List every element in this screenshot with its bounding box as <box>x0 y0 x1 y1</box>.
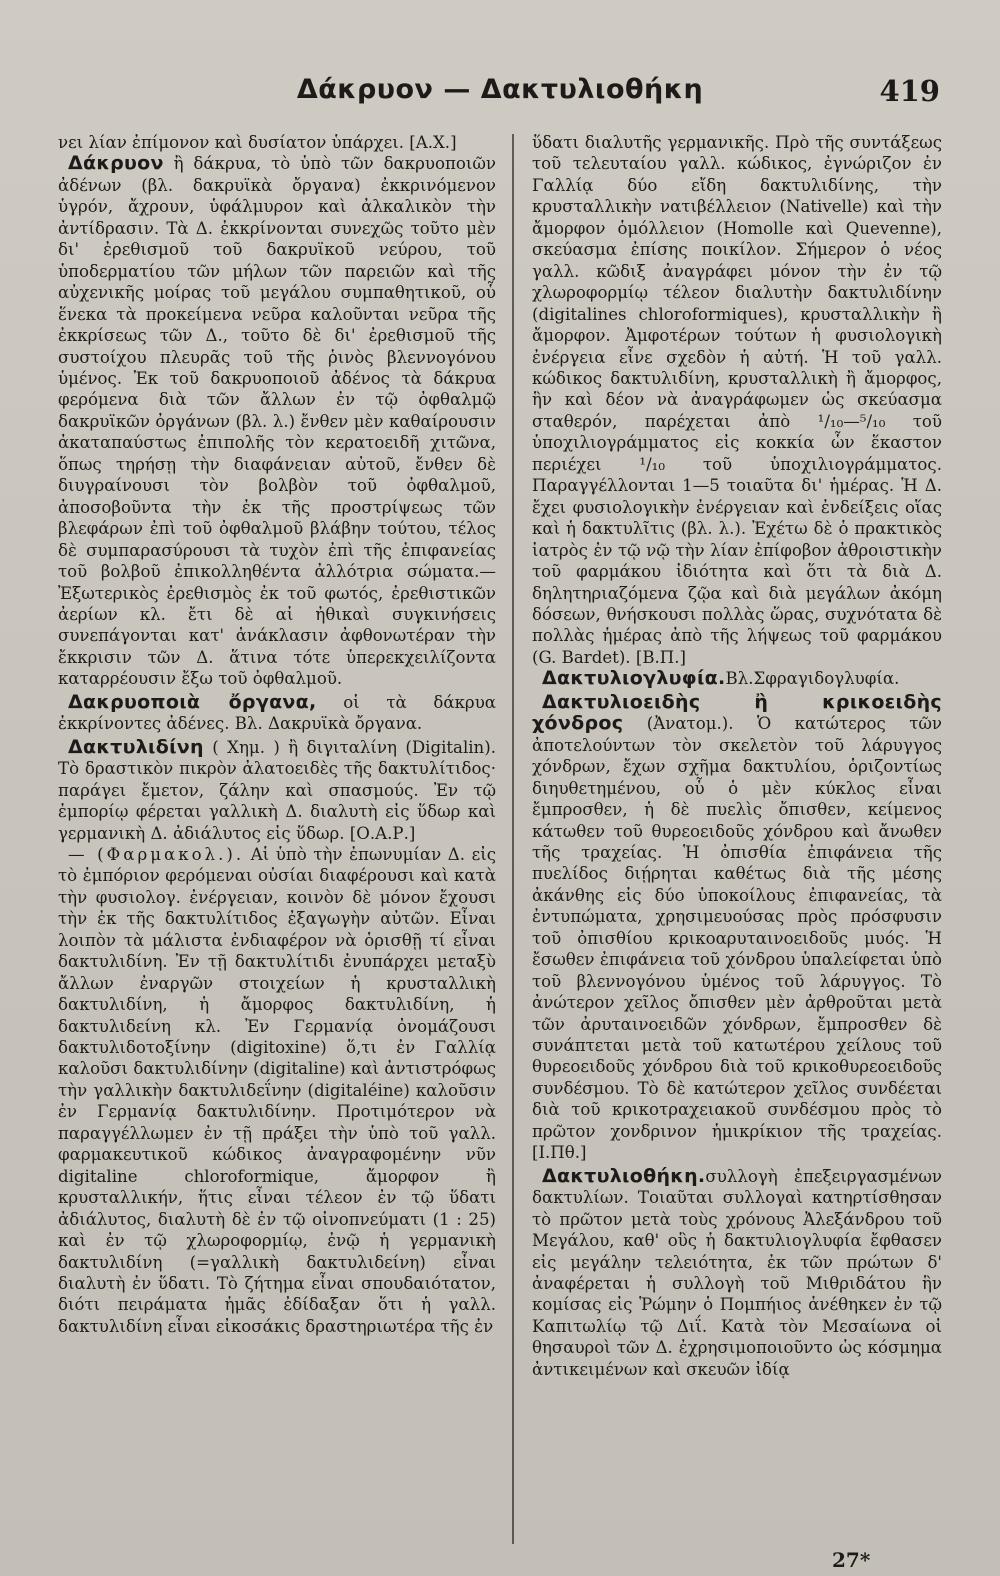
printer-signature: 27* <box>832 1548 871 1572</box>
page-header <box>60 74 940 124</box>
entry-body: ( Χημ. ) ἢ διγιταλίνη (Digitalin). Τὸ δραστικὸν πικρὸν ἀλατοειδὲς τῆς δακτυλίτιδος· παράγει ἔμετον, ζάλην καὶ σπασμούς. Ἐν τῷ ἐμπορίῳ φέρεται γαλλικὴ Δ. διαλυτὴ εἰς ὕδωρ καὶ γερμανικὴ Δ. ἀδιάλυτος εἰς ὕδωρ. [Ο.Α.Ρ.] <box>58 737 496 843</box>
entry-headword: Δακτυλιοειδὴς ἢ κρικοειδὴς χόνδρος <box>532 690 942 735</box>
entry-headword: Δακτυλιοθήκη. <box>542 1164 706 1187</box>
entry-headword: Δακρυοποιὰ ὄργανα, <box>68 690 317 713</box>
entry-headword: Δακτυλιδίνη <box>68 735 204 758</box>
continuation-text: ὕδατι διαλυτῆς γερμανικῆς. Πρὸ τῆς συντάξεως τοῦ τελευταίου γαλλ. κώδικος, ἐγνώριζον ἐν Γαλλίᾳ δύο εἴδη δακτυλιδίνης, τὴν κρυσταλλικὴν νατιβέλλειον (Nativelle) καὶ τὴν ἄμορφον ὁμόλλειον (Homolle καὶ Quevenne), σκεύασμα ἐπίσης ποικίλον. Σήμερον ὁ νέος γαλλ. κῶδιξ ἀναγράφει μόνον τὴν ἐν τῷ χλωροφορμίῳ τέλεον διαλυτὴν δακτυλιδίνην (digitalines chloroformiques), κρυσταλλικὴν ἢ ἄμορφον. Ἀμφοτέρων τούτων ἡ φυσιολογικὴ ἐνέργεια εἶνε σχεδὸν ἡ αὐτή. Ἡ τοῦ γαλλ. κώδικος δακτυλιδίνη, κρυσταλλικὴ ἢ ἄμορφος, ἣν καὶ δέον νὰ ἀναγράφωμεν ὡς σκεύασμα σταθερόν, παρέχεται ἀπὸ ¹/₁₀—⁵/₁₀ τοῦ ὑποχιλιογράμματος εἰς κοκκία ὧν ἕκαστον περιέχει ¹/₁₀ τοῦ ὑποχιλιογράμματος. Παραγγέλλονται 1—5 τοιαῦτα δι' ἡμέρας. Ἡ Δ. ἔχει φυσιολογικὴν ἐνέργειαν καὶ ἐνδείξεις οἵας καὶ ἡ δακτυλῖτις (βλ. λ.). Ἐχέτω δὲ ὁ πρακτικὸς ἰατρὸς ἐν τῷ νῷ τὴν λίαν ἐπίφοβον ἀθροιστικὴν τοῦ φαρμάκου ἰδιότητα καὶ ὅτι τὰ διὰ Δ. δηλητηριαζόμενα ζῷα καὶ διὰ μεγάλων ἀκόμη δόσεων, θνήσκουσι πολλὰς ὥρας, συχνότατα δὲ πολλὰς ἡμέρας ἀπὸ τῆς λήψεως τοῦ φαρμάκου (G. Bardet). [Β.Π.] <box>532 133 942 667</box>
entry-dakryopoia-organa <box>58 692 496 735</box>
entry-daktyliothiki <box>532 1166 942 1381</box>
entry-headword: Δάκρυον <box>68 152 164 175</box>
left-column <box>58 132 496 1339</box>
continuation-text: νει λίαν ἐπίμονον καὶ δυσίατον ὑπάρχει. [Α.Χ.] <box>58 133 457 152</box>
entry-body: ἢ δάκρυα, τὸ ὑπὸ τῶν δακρυοποιῶν ἀδένων (βλ. δακρυϊκὰ ὄργανα) ἐκκρινόμενον ὑγρόν, ἄχρουν, ὑφάλμυρον καὶ ἀλκαλικὸν τὴν ἀντίδρασιν. Τὰ Δ. ἐκκρίνονται συνεχῶς τοῦτο μὲν δι' ἐρεθισμοῦ τοῦ δακρυϊκοῦ νεύρου, τοῦ ὑποδερματίου τῶν μήλων τῶν παρειῶν καὶ τῆς αὐχενικῆς μοίρας τοῦ μεγάλου συμπαθητικοῦ, οὗ ἕνεκα τὰ προκείμενα νεῦρα καλοῦνται νεῦρα τῆς ἐκκρίσεως τῶν Δ., τοῦτο δὲ δι' ἐρεθισμοῦ τῆς συστοίχου πλευρᾶς τοῦ τῆς ῥινὸς βλεννογόνου ὑμένος. Ἐκ τοῦ δακρυοποιοῦ ἀδένος τὰ δάκρυα φερόμενα διὰ τῶν ἄλλων ἐν τῷ ὀφθαλμῷ δακρυϊκῶν ὀργάνων (βλ. λ.) ἔνθεν μὲν καθαίρουσιν ἀκαταπαύστως ἐπιπολῆς τὸν κερατοειδῆ χιτῶνα, ὅπως τηρήσῃ τὴν διαφάνειαν αὐτοῦ, ἔνθεν δὲ διυγραίνουσι τὸν βολβὸν τοῦ ὀφθαλμοῦ, ἀποσοβοῦντα τὴν ἐκ τῆς προστρίψεως τῶν βλεφάρων ἐπὶ τοῦ ὀφθαλμοῦ βλάβην τούτου, τέλος δὲ συμπαρασύρουσι τὰ τυχὸν ἐπὶ τῆς ἐπιφανείας τοῦ βολβοῦ ἐπικολληθέντα ἀλλότρια σώματα.— Ἐξωτερικὸς ἐρεθισμὸς ἐκ τοῦ φωτός, ἐρεθιστικῶν ἀερίων κλ. ἔτι δὲ αἱ ἠθικαὶ συγκινήσεις συνεπάγονται κατ' ἀνάκλασιν ἀφθονωτέραν τὴν ἔκκρισιν τῶν Δ. ἅτινα τότε ὑπερεκχειλίζοντα καταρρέουσιν ἔξω τοῦ ὀφθαλμοῦ. <box>58 154 496 689</box>
right-column <box>532 132 942 1382</box>
entry-body: Βλ.Σφραγιδογλυφία. <box>725 669 900 689</box>
entry-daktylidini <box>58 737 496 1338</box>
entry-body: οἱ τὰ δάκρυα ἐκκρίνοντες ἀδένες. Βλ. Δακρυϊκὰ ὄργανα. <box>58 692 496 734</box>
running-head: Δάκρυον — Δακτυλιοθήκη <box>296 74 704 105</box>
entry-daktylioglyfia <box>532 668 942 689</box>
entry-body: συλλογὴ ἐπεξειργασμένων δακτυλίων. Τοιαῦται συλλογαὶ κατηρτίσθησαν τὸ πρῶτον μετὰ τοὺς χρόνους Ἀλεξάνδρου τοῦ Μεγάλου, καθ' οὓς ἡ δακτυλιογλυφία ἔφθασεν εἰς μεγάλην τελειότητα, ἐκ τῶν πρώτων δ' ἀναφέρεται ἡ συλλογὴ τοῦ Μιθριδάτου ἣν κομίσας εἰς Ῥώμην ὁ Πομπήιος ἀνέθηκεν ἐν τῷ Καπιτωλίῳ τῷ Διΐ. Κατὰ τὸν Μεσαίωνα οἱ θησαυροὶ τῶν Δ. ἐχρησιμοποιοῦντο ὡς κόσμημα ἀντικειμένων καὶ σκευῶν ἰδίᾳ <box>532 1166 942 1379</box>
entry-headword: Δακτυλιογλυφία. <box>542 667 726 690</box>
entry-dakryon <box>58 153 496 689</box>
column-rule <box>512 134 514 1544</box>
entry-body: (Ἀνατομ.). Ὁ κατώτερος τῶν ἀποτελούντων τὸν σκελετὸν τοῦ λάρυγγος χόνδρων, ἔχων σχῆμα δακτυλίου, ὁριζοντίως διηυθετημένου, οὗ ὁ μὲν κύκλος εἶναι ἔμπροσθεν, ἡ δὲ πυελὶς ὄπισθεν, κείμενος κάτωθεν τοῦ θυρεοειδοῦς χόνδρου καὶ ἄνωθεν τῆς τραχείας. Ἡ ὀπισθία ἐπιφάνεια τῆς πυελίδος διῄρηται καθέτως διὰ τῆς μέσης ἀκάνθης εἰς δύο ὑποκοίλους ἐπιφανείας, τὰ ἐντυπώματα, χρησιμευούσας πρὸς πρόσφυσιν τοῦ ὀπισθίου κρικοαρυταινοειδοῦς μυός. Ἡ ἔσωθεν ἐπιφάνεια τοῦ χόνδρου ὑπαλείφεται ὑπὸ τοῦ βλεννογόνου ὑμένος τοῦ λάρυγγος. Τὸ ἀνώτερον χεῖλος ὄπισθεν μὲν ἀρθροῦται μετὰ τῶν ἀρυταινοειδῶν χόνδρων, ἔμπροσθεν δὲ συνάπτεται μετὰ τοῦ κατωτέρου χείλους τοῦ θυρεοειδοῦς χόνδρου διὰ τοῦ κρικοθυρεοειδοῦς συνδέσμου. Τὸ δὲ κατώτερον χεῖλος συνδέεται διὰ τοῦ κρικοτραχειακοῦ συνδέσμου πρὸς τὸ πρῶτον χονδρινον ἡμικρίκιον τῆς τραχείας. [Ι.Πθ.] <box>532 714 942 1163</box>
page-number: 419 <box>879 74 940 108</box>
section-label: — (Φαρμακολ.). <box>68 844 245 864</box>
entry-body: Αἱ ὑπὸ τὴν ἐπωνυμίαν Δ. εἰς τὸ ἐμπόριον φερόμεναι οὐσίαι διαφέρουσι καὶ κατὰ τὴν φυσιολογ. ἐνέργειαν, κοινὸν δὲ μόνον ἔχουσι τὴν ἐκ τῆς δακτυλίτιδος ἐξαγωγὴν αὐτῶν. Εἶναι λοιπὸν τὰ μάλιστα ἐνδιαφέρον νὰ ὁρισθῇ τί εἶναι δακτυλιδίνη. Ἐν τῇ δακτυλίτιδι ἐνυπάρχει μεταξὺ ἄλλων ἐναργῶν στοιχείων ἡ κρυσταλλικὴ δακτυλιδίνη, ἡ ἄμορφος δακτυλιδίνη, ἡ δακτυλιδείνη κλ. Ἐν Γερμανίᾳ ὀνομάζουσι δακτυλιδοτοξίνην (digitoxine) ὅ,τι ἐν Γαλλίᾳ καλοῦσι δακτυλιδίνην (digitaline) καὶ ἀντιστρόφως τὴν γαλλικὴν δακτυλιδεΐνην (digitaléine) καλοῦσιν ἐν Γερμανίᾳ δακτυλιδίνην. Προτιμότερον νὰ παραγγέλλωμεν ἐν τῇ πράξει τὴν ὑπὸ τοῦ γαλλ. φαρμακευτικοῦ κώδικος ἀναγραφομένην νῦν digitaline chloroformique, ἄμορφον ἢ κρυσταλλικήν, ἥτις εἶναι τέλεον ἐν τῷ ὕδατι ἀδιάλυτος, διαλυτὴ δὲ ἐν τῷ οἰνοπνεύματι (1 : 25) καὶ ἐν τῷ χλωροφορμίῳ, ἐνῷ ἡ γερμανικὴ δακτυλιδίνη (=γαλλικὴ δακτυλιδείνη) εἶναι διαλυτὴ ἐν ὕδατι. Τὸ ζήτημα εἶναι σπουδαιότατον, διότι πειράματα ἡμᾶς ἐδίδαξαν ὅτι ἡ γαλλ. δακτυλιδίνη εἶναι εἰκοσάκις δραστηριωτέρα τῆς ἐν <box>58 844 496 1336</box>
entry-daktylioeides <box>532 692 942 1164</box>
